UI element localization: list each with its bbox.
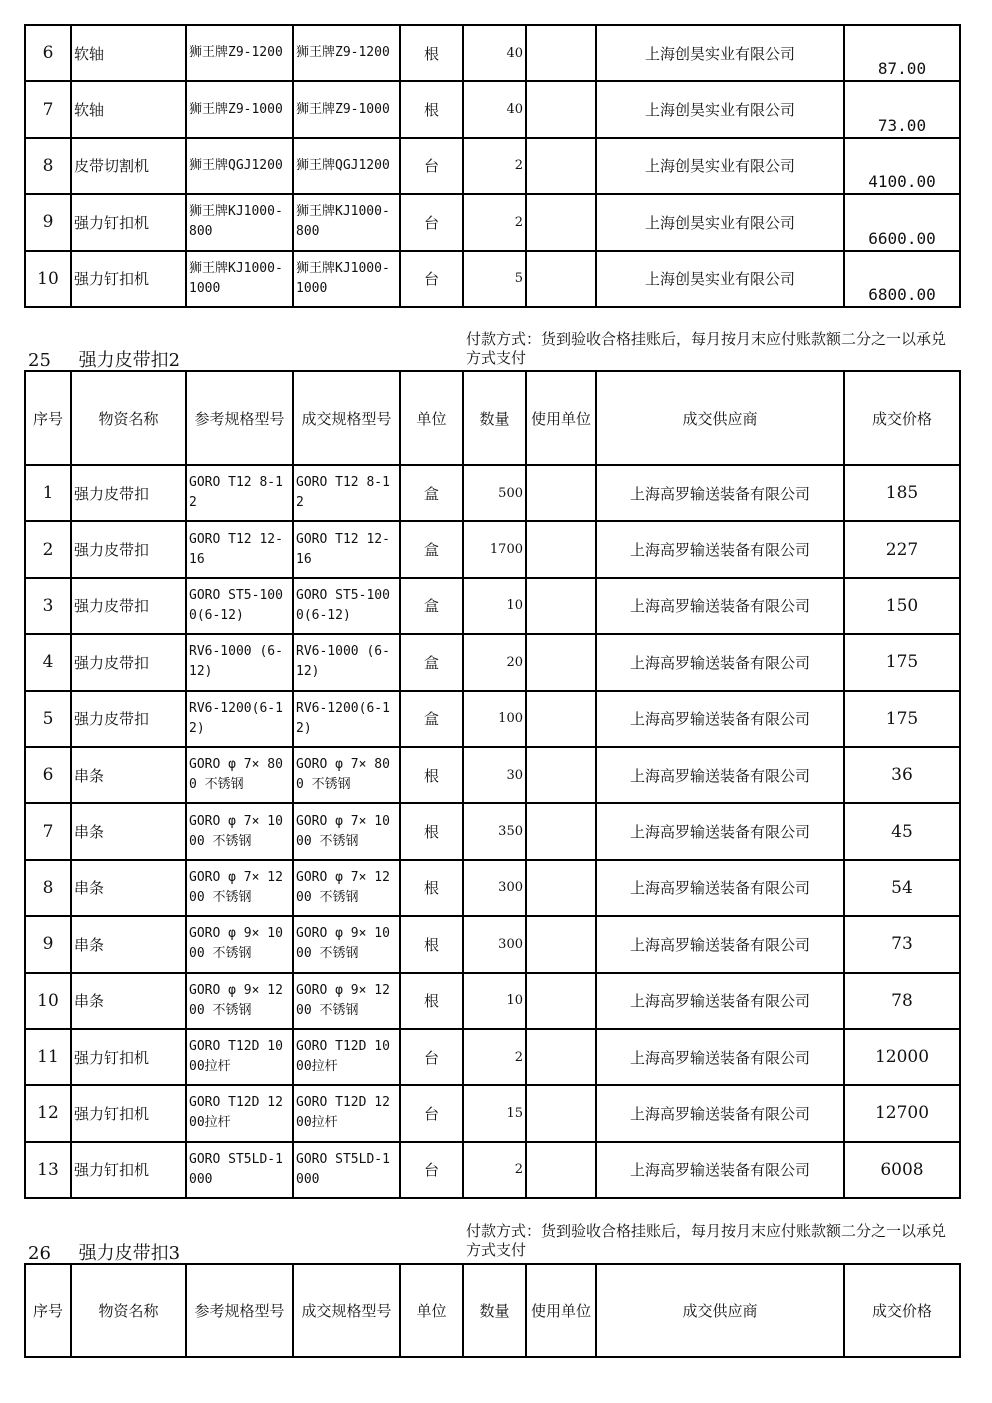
reference-spec: GORO T12 8-12	[186, 465, 293, 521]
row-number: 9	[25, 916, 71, 972]
user-unit	[526, 973, 596, 1029]
table-row	[25, 803, 960, 859]
reference-spec: GORO ST5LD-1000	[186, 1142, 293, 1198]
column-header: 成交供应商	[596, 371, 844, 465]
row-number: 5	[25, 691, 71, 747]
item-name: 串条	[71, 747, 186, 803]
item-name: 串条	[71, 803, 186, 859]
column-header: 使用单位	[526, 371, 596, 465]
deal-price: 12700	[844, 1085, 960, 1141]
deal-spec: GORO ST5-1000(6-12)	[293, 578, 400, 634]
reference-spec: 狮王牌Z9-1200	[186, 25, 293, 81]
item-name: 皮带切割机	[71, 138, 186, 194]
table-header-row	[25, 1264, 960, 1357]
supplier: 上海创昊实业有限公司	[596, 25, 844, 81]
deal-price: 227	[844, 521, 960, 577]
row-number: 10	[25, 973, 71, 1029]
item-name: 强力皮带扣	[71, 691, 186, 747]
deal-spec: 狮王牌QGJ1200	[293, 138, 400, 194]
supplier: 上海高罗输送装备有限公司	[596, 634, 844, 690]
section-26-heading	[28, 1239, 180, 1265]
column-header: 成交供应商	[596, 1264, 844, 1357]
column-header: 物资名称	[71, 371, 186, 465]
column-header: 单位	[400, 1264, 463, 1357]
reference-spec: RV6-1200(6-12)	[186, 691, 293, 747]
user-unit	[526, 25, 596, 81]
table-row	[25, 973, 960, 1029]
row-number: 7	[25, 81, 71, 137]
column-header: 序号	[25, 1264, 71, 1357]
quantity: 2	[463, 1142, 526, 1198]
item-name: 强力皮带扣	[71, 634, 186, 690]
column-header: 参考规格型号	[186, 371, 293, 465]
item-name: 串条	[71, 973, 186, 1029]
deal-price: 175	[844, 634, 960, 690]
user-unit	[526, 465, 596, 521]
quantity: 100	[463, 691, 526, 747]
user-unit	[526, 81, 596, 137]
quantity: 2	[463, 194, 526, 250]
row-number: 11	[25, 1029, 71, 1085]
item-name: 强力皮带扣	[71, 578, 186, 634]
deal-price: 54	[844, 860, 960, 916]
reference-spec: GORO ST5-1000(6-12)	[186, 578, 293, 634]
reference-spec: GORO T12D 1200拉杆	[186, 1085, 293, 1141]
reference-spec: GORO φ 9× 1200 不锈钢	[186, 973, 293, 1029]
column-header: 单位	[400, 371, 463, 465]
user-unit	[526, 634, 596, 690]
item-name: 强力钉扣机	[71, 1142, 186, 1198]
column-header: 参考规格型号	[186, 1264, 293, 1357]
row-number: 4	[25, 634, 71, 690]
row-number: 7	[25, 803, 71, 859]
item-name: 强力皮带扣	[71, 521, 186, 577]
item-name: 强力钉扣机	[71, 1029, 186, 1085]
deal-spec: 狮王牌KJ1000-1000	[293, 251, 400, 307]
row-number: 2	[25, 521, 71, 577]
item-name: 软轴	[71, 25, 186, 81]
item-name: 软轴	[71, 81, 186, 137]
supplier-table-continued	[24, 24, 961, 308]
payment-terms: 付款方式：货到验收合格挂账后，每月按月末应付账款额二分之一以承兑方式支付	[466, 330, 947, 367]
deal-price: 4100.00	[844, 138, 960, 194]
supplier: 上海高罗输送装备有限公司	[596, 1029, 844, 1085]
reference-spec: GORO φ 7× 1000 不锈钢	[186, 803, 293, 859]
table-body	[25, 465, 960, 1198]
row-number: 9	[25, 194, 71, 250]
supplier: 上海高罗输送装备有限公司	[596, 973, 844, 1029]
column-header: 成交价格	[844, 371, 960, 465]
quantity: 2	[463, 1029, 526, 1085]
supplier: 上海创昊实业有限公司	[596, 138, 844, 194]
supplier: 上海创昊实业有限公司	[596, 194, 844, 250]
deal-spec: GORO φ 7× 800 不锈钢	[293, 747, 400, 803]
column-header: 数量	[463, 1264, 526, 1357]
unit: 台	[400, 1142, 463, 1198]
row-number: 12	[25, 1085, 71, 1141]
table-row	[25, 1029, 960, 1085]
item-name: 串条	[71, 860, 186, 916]
quantity: 40	[463, 81, 526, 137]
user-unit	[526, 194, 596, 250]
user-unit	[526, 1085, 596, 1141]
deal-price: 36	[844, 747, 960, 803]
table-row	[25, 25, 960, 81]
quantity: 10	[463, 973, 526, 1029]
table-row	[25, 138, 960, 194]
item-name: 强力钉扣机	[71, 251, 186, 307]
deal-price: 6600.00	[844, 194, 960, 250]
unit: 盒	[400, 691, 463, 747]
deal-spec: RV6-1000 (6-12)	[293, 634, 400, 690]
column-header: 数量	[463, 371, 526, 465]
deal-spec: GORO T12 12-16	[293, 521, 400, 577]
table-row	[25, 465, 960, 521]
deal-spec: GORO T12 8-12	[293, 465, 400, 521]
row-number: 1	[25, 465, 71, 521]
deal-spec: GORO T12D 1200拉杆	[293, 1085, 400, 1141]
payment-terms: 付款方式：货到验收合格挂账后，每月按月末应付账款额二分之一以承兑方式支付	[466, 1222, 947, 1259]
table-row	[25, 578, 960, 634]
unit: 根	[400, 860, 463, 916]
deal-spec: GORO φ 9× 1200 不锈钢	[293, 973, 400, 1029]
reference-spec: 狮王牌KJ1000-1000	[186, 251, 293, 307]
deal-price: 87.00	[844, 25, 960, 81]
reference-spec: 狮王牌KJ1000-800	[186, 194, 293, 250]
supplier: 上海创昊实业有限公司	[596, 81, 844, 137]
deal-price: 6008	[844, 1142, 960, 1198]
table-row	[25, 916, 960, 972]
column-header: 使用单位	[526, 1264, 596, 1357]
quantity: 30	[463, 747, 526, 803]
reference-spec: 狮王牌Z9-1000	[186, 81, 293, 137]
deal-price: 185	[844, 465, 960, 521]
deal-spec: GORO ST5LD-1000	[293, 1142, 400, 1198]
unit: 根	[400, 973, 463, 1029]
unit: 根	[400, 81, 463, 137]
table-row	[25, 194, 960, 250]
quantity: 500	[463, 465, 526, 521]
row-number: 13	[25, 1142, 71, 1198]
row-number: 8	[25, 138, 71, 194]
quantity: 20	[463, 634, 526, 690]
supplier-table-26	[24, 1263, 961, 1358]
user-unit	[526, 578, 596, 634]
row-number: 6	[25, 25, 71, 81]
section-25-heading	[28, 346, 180, 372]
quantity: 40	[463, 25, 526, 81]
unit: 根	[400, 916, 463, 972]
user-unit	[526, 916, 596, 972]
table-row	[25, 1142, 960, 1198]
user-unit	[526, 1142, 596, 1198]
reference-spec: 狮王牌QGJ1200	[186, 138, 293, 194]
quantity: 5	[463, 251, 526, 307]
supplier: 上海高罗输送装备有限公司	[596, 860, 844, 916]
item-name: 串条	[71, 916, 186, 972]
row-number: 3	[25, 578, 71, 634]
supplier: 上海高罗输送装备有限公司	[596, 578, 844, 634]
quantity: 2	[463, 138, 526, 194]
deal-price: 73.00	[844, 81, 960, 137]
reference-spec: GORO T12D 1000拉杆	[186, 1029, 293, 1085]
deal-price: 12000	[844, 1029, 960, 1085]
column-header: 成交价格	[844, 1264, 960, 1357]
supplier: 上海创昊实业有限公司	[596, 251, 844, 307]
user-unit	[526, 251, 596, 307]
column-header: 物资名称	[71, 1264, 186, 1357]
item-name: 强力钉扣机	[71, 194, 186, 250]
unit: 台	[400, 1085, 463, 1141]
deal-spec: 狮王牌KJ1000-800	[293, 194, 400, 250]
quantity: 15	[463, 1085, 526, 1141]
deal-price: 78	[844, 973, 960, 1029]
table-row	[25, 691, 960, 747]
deal-price: 150	[844, 578, 960, 634]
table-row	[25, 1085, 960, 1141]
section-title: 强力皮带扣3	[78, 1243, 181, 1264]
user-unit	[526, 803, 596, 859]
unit: 盒	[400, 521, 463, 577]
unit: 盒	[400, 578, 463, 634]
column-header: 成交规格型号	[293, 1264, 400, 1357]
quantity: 1700	[463, 521, 526, 577]
row-number: 8	[25, 860, 71, 916]
quantity: 350	[463, 803, 526, 859]
user-unit	[526, 860, 596, 916]
unit: 根	[400, 803, 463, 859]
user-unit	[526, 138, 596, 194]
reference-spec: GORO φ 9× 1000 不锈钢	[186, 916, 293, 972]
table-row	[25, 521, 960, 577]
table-row	[25, 747, 960, 803]
table-body	[25, 25, 960, 307]
unit: 台	[400, 194, 463, 250]
reference-spec: RV6-1000 (6-12)	[186, 634, 293, 690]
section-number: 25	[28, 350, 51, 371]
unit: 盒	[400, 634, 463, 690]
deal-price: 73	[844, 916, 960, 972]
table-header-row	[25, 371, 960, 465]
deal-spec: GORO φ 7× 1200 不锈钢	[293, 860, 400, 916]
quantity: 300	[463, 916, 526, 972]
supplier: 上海高罗输送装备有限公司	[596, 1085, 844, 1141]
deal-spec: 狮王牌Z9-1000	[293, 81, 400, 137]
deal-price: 45	[844, 803, 960, 859]
item-name: 强力皮带扣	[71, 465, 186, 521]
supplier: 上海高罗输送装备有限公司	[596, 691, 844, 747]
user-unit	[526, 747, 596, 803]
table-row	[25, 81, 960, 137]
unit: 盒	[400, 465, 463, 521]
item-name: 强力钉扣机	[71, 1085, 186, 1141]
table-row	[25, 860, 960, 916]
section-title: 强力皮带扣2	[78, 350, 181, 371]
deal-price: 175	[844, 691, 960, 747]
quantity: 300	[463, 860, 526, 916]
table-row	[25, 634, 960, 690]
supplier: 上海高罗输送装备有限公司	[596, 747, 844, 803]
supplier: 上海高罗输送装备有限公司	[596, 1142, 844, 1198]
column-header: 成交规格型号	[293, 371, 400, 465]
unit: 根	[400, 25, 463, 81]
unit: 台	[400, 1029, 463, 1085]
supplier: 上海高罗输送装备有限公司	[596, 916, 844, 972]
unit: 根	[400, 747, 463, 803]
reference-spec: GORO T12 12-16	[186, 521, 293, 577]
user-unit	[526, 1029, 596, 1085]
deal-spec: GORO φ 9× 1000 不锈钢	[293, 916, 400, 972]
reference-spec: GORO φ 7× 1200 不锈钢	[186, 860, 293, 916]
unit: 台	[400, 138, 463, 194]
section-number: 26	[28, 1243, 51, 1264]
supplier: 上海高罗输送装备有限公司	[596, 465, 844, 521]
deal-spec: RV6-1200(6-12)	[293, 691, 400, 747]
unit: 台	[400, 251, 463, 307]
deal-price: 6800.00	[844, 251, 960, 307]
supplier: 上海高罗输送装备有限公司	[596, 521, 844, 577]
deal-spec: GORO φ 7× 1000 不锈钢	[293, 803, 400, 859]
deal-spec: GORO T12D 1000拉杆	[293, 1029, 400, 1085]
user-unit	[526, 521, 596, 577]
supplier: 上海高罗输送装备有限公司	[596, 803, 844, 859]
reference-spec: GORO φ 7× 800 不锈钢	[186, 747, 293, 803]
row-number: 6	[25, 747, 71, 803]
deal-spec: 狮王牌Z9-1200	[293, 25, 400, 81]
supplier-table-25	[24, 370, 961, 1199]
table-row	[25, 251, 960, 307]
user-unit	[526, 691, 596, 747]
row-number: 10	[25, 251, 71, 307]
quantity: 10	[463, 578, 526, 634]
column-header: 序号	[25, 371, 71, 465]
